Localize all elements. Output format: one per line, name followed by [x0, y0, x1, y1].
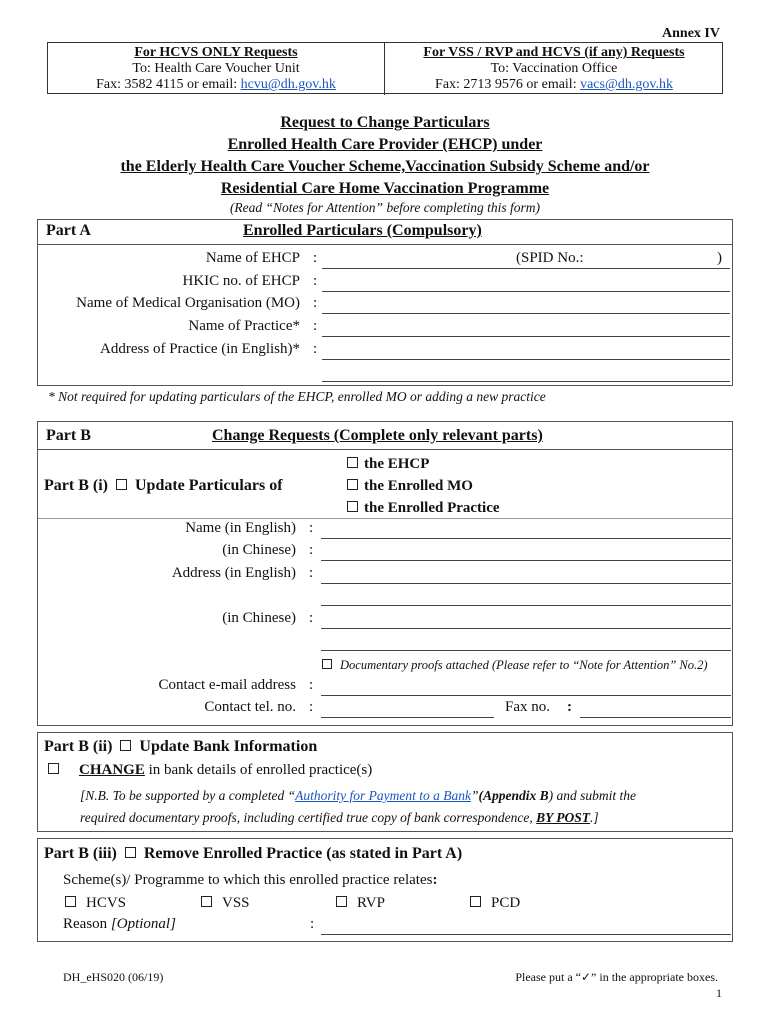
colon: :	[313, 250, 318, 266]
bank-note-line-1	[80, 785, 730, 807]
option-mo[interactable]	[347, 475, 500, 497]
bank-note-line-2-text: required documentary proofs, including certified true copy of bank correspondence,	[80, 810, 537, 825]
title-line-3: the Elderly Health Care Voucher Scheme,Vaccination Subsidy Scheme and/or	[120, 158, 650, 175]
bank-change-text: in bank details of enrolled practice(s)	[144, 762, 373, 778]
colon: :	[309, 699, 314, 715]
reason-label	[63, 916, 176, 933]
name-en-input[interactable]	[321, 538, 731, 539]
part-a-header-divider	[38, 244, 732, 245]
scheme-question-text: Scheme(s)/ Programme to which this enrolled practice relates	[63, 872, 433, 888]
annex-label: Annex IV	[662, 26, 720, 41]
part-b-label: Part B	[46, 427, 91, 444]
bank-note-mid: ) and submit the	[548, 788, 636, 803]
rvp-label: RVP	[357, 895, 385, 911]
option-mo-checkbox[interactable]	[347, 479, 358, 490]
contact-right-fax-text: Fax: 2713 9576 or email:	[435, 77, 581, 92]
scheme-question-colon: :	[432, 872, 438, 888]
bank-change-checkbox[interactable]	[48, 763, 59, 774]
name-zh-label: (in Chinese)	[222, 542, 296, 558]
addr-zh-input-1[interactable]	[321, 628, 731, 629]
contact-left-to: To: Health Care Voucher Unit	[132, 61, 300, 76]
spid-label: (SPID No.:	[516, 250, 584, 266]
fax-input[interactable]	[580, 717, 731, 718]
vacs-email-link[interactable]: vacs@dh.gov.hk	[580, 77, 673, 92]
ehcp-name-input[interactable]	[322, 268, 730, 269]
addr-en-input-1[interactable]	[321, 583, 731, 584]
hkic-label: HKIC no. of EHCP	[182, 273, 300, 289]
addr-en-input-2[interactable]	[321, 605, 731, 606]
addr-zh-label: (in Chinese)	[222, 610, 296, 626]
contact-right	[385, 45, 723, 93]
title-note: (Read “Notes for Attention” before completing this form)	[229, 200, 541, 215]
bank-change-row	[48, 762, 372, 779]
tel-input[interactable]	[321, 717, 494, 718]
part-b-iii-label: Part B (iii)	[44, 845, 117, 862]
contact-right-heading: For VSS / RVP and HCVS (if any) Requests	[423, 45, 685, 60]
part-b-i-title	[44, 477, 283, 495]
proofs-label: Documentary proofs attached (Please refer to “Note for Attention” No.2)	[340, 658, 708, 672]
colon: :	[309, 542, 314, 558]
pcd-checkbox[interactable]	[470, 896, 481, 907]
option-ehcp[interactable]	[347, 453, 500, 475]
contact-left	[48, 45, 384, 93]
ehcp-name-label: Name of EHCP	[205, 250, 300, 266]
page-number: 1	[716, 986, 722, 1000]
scheme-rvp[interactable]	[336, 895, 385, 912]
option-practice-label: the Enrolled Practice	[364, 500, 500, 516]
vss-label: VSS	[222, 895, 250, 911]
authority-payment-link[interactable]: Authority for Payment to a Bank	[295, 788, 471, 803]
pcd-label: PCD	[491, 895, 521, 911]
appendix-b-ref: (Appendix B	[478, 788, 549, 803]
tel-label: Contact tel. no.	[204, 699, 296, 715]
practice-input[interactable]	[322, 336, 730, 337]
title-line-1: Request to Change Particulars	[280, 114, 490, 131]
option-ehcp-checkbox[interactable]	[347, 457, 358, 468]
colon: :	[567, 699, 572, 715]
part-a-heading: Enrolled Particulars (Compulsory)	[243, 222, 482, 239]
colon: :	[313, 295, 318, 311]
fax-label: Fax no.	[505, 699, 550, 715]
bank-note-end: .]	[590, 810, 599, 825]
name-zh-input[interactable]	[321, 560, 731, 561]
proofs-row	[322, 658, 708, 673]
contact-right-to: To: Vaccination Office	[490, 61, 618, 76]
part-b-i-checkbox[interactable]	[116, 479, 127, 490]
colon: :	[310, 916, 315, 932]
part-b-i-label: Part B (i)	[44, 477, 108, 494]
email-label: Contact e-mail address	[158, 677, 296, 693]
form-code: DH_eHS020 (06/19)	[63, 970, 164, 984]
colon: :	[309, 677, 314, 693]
part-b-heading: Change Requests (Complete only relevant parts)	[212, 427, 543, 444]
hcvu-email-link[interactable]: hcvu@dh.gov.hk	[240, 77, 336, 92]
reason-input[interactable]	[321, 934, 731, 935]
contact-right-fax	[385, 77, 723, 93]
contact-table	[47, 42, 723, 94]
mo-input[interactable]	[322, 313, 730, 314]
address-input-1[interactable]	[322, 359, 730, 360]
vss-checkbox[interactable]	[201, 896, 212, 907]
scheme-vss[interactable]	[201, 895, 250, 912]
part-a-label: Part A	[46, 222, 91, 239]
proofs-checkbox[interactable]	[322, 659, 332, 669]
colon: :	[313, 273, 318, 289]
addr-en-label: Address (in English)	[171, 565, 296, 581]
contact-left-fax-text: Fax: 3582 4115 or email:	[96, 77, 241, 92]
contact-left-fax	[48, 77, 384, 93]
scheme-question	[63, 872, 437, 889]
reason-text: Reason	[63, 916, 108, 932]
practice-label: Name of Practice*	[188, 318, 300, 334]
addr-zh-input-2[interactable]	[321, 650, 731, 651]
mo-label: Name of Medical Organisation (MO)	[76, 295, 300, 311]
address-label: Address of Practice (in English)*	[100, 341, 300, 357]
colon: :	[313, 318, 318, 334]
option-practice[interactable]	[347, 497, 500, 519]
part-b-ii-title	[44, 738, 317, 756]
part-b-ii-label: Part B (ii)	[44, 738, 113, 755]
contact-left-heading: For HCVS ONLY Requests	[134, 45, 298, 60]
option-ehcp-label: the EHCP	[364, 456, 430, 472]
bank-change-keyword: CHANGE	[79, 762, 145, 778]
address-input-2[interactable]	[322, 381, 730, 382]
part-a-footnote: * Not required for updating particulars of the EHCP, enrolled MO or adding a new practice	[48, 389, 546, 404]
scheme-pcd[interactable]	[470, 895, 520, 912]
name-en-label: Name (in English)	[185, 520, 296, 536]
part-b-ii-title-text: Update Bank Information	[139, 738, 318, 755]
bank-note-quote: ”	[470, 788, 479, 803]
reason-optional: [Optional]	[110, 916, 176, 932]
colon: :	[309, 610, 314, 626]
rvp-checkbox[interactable]	[336, 896, 347, 907]
option-practice-checkbox[interactable]	[347, 501, 358, 512]
part-b-i-title-text: Update Particulars of	[134, 477, 283, 494]
colon: :	[313, 341, 318, 357]
colon: :	[309, 520, 314, 536]
part-b-header-divider	[38, 449, 732, 450]
hcvs-checkbox[interactable]	[65, 896, 76, 907]
bank-note	[80, 785, 730, 829]
part-b-iii-title-text: Remove Enrolled Practice (as stated in Part A)	[143, 845, 463, 862]
email-input[interactable]	[321, 695, 731, 696]
colon: :	[309, 565, 314, 581]
title-line-2: Enrolled Health Care Provider (EHCP) under	[227, 136, 543, 153]
part-b-ii-checkbox[interactable]	[120, 740, 131, 751]
footer-note: Please put a “✓” in the appropriate boxes.	[515, 970, 718, 984]
bank-note-open: [N.B. To be supported by a completed “	[80, 788, 296, 803]
hcvs-label: HCVS	[86, 895, 127, 911]
scheme-hcvs[interactable]	[65, 895, 126, 912]
by-post-keyword: BY POST	[536, 810, 591, 825]
bank-note-line-2	[80, 807, 730, 829]
option-mo-label: the Enrolled MO	[364, 478, 473, 494]
part-b-i-options	[347, 453, 500, 519]
spid-close: )	[717, 250, 722, 266]
part-b-iii-title	[44, 845, 462, 863]
form-title	[0, 112, 770, 200]
hkic-input[interactable]	[322, 291, 730, 292]
part-b-iii-checkbox[interactable]	[125, 847, 136, 858]
title-line-4: Residential Care Home Vaccination Programme	[220, 180, 550, 197]
